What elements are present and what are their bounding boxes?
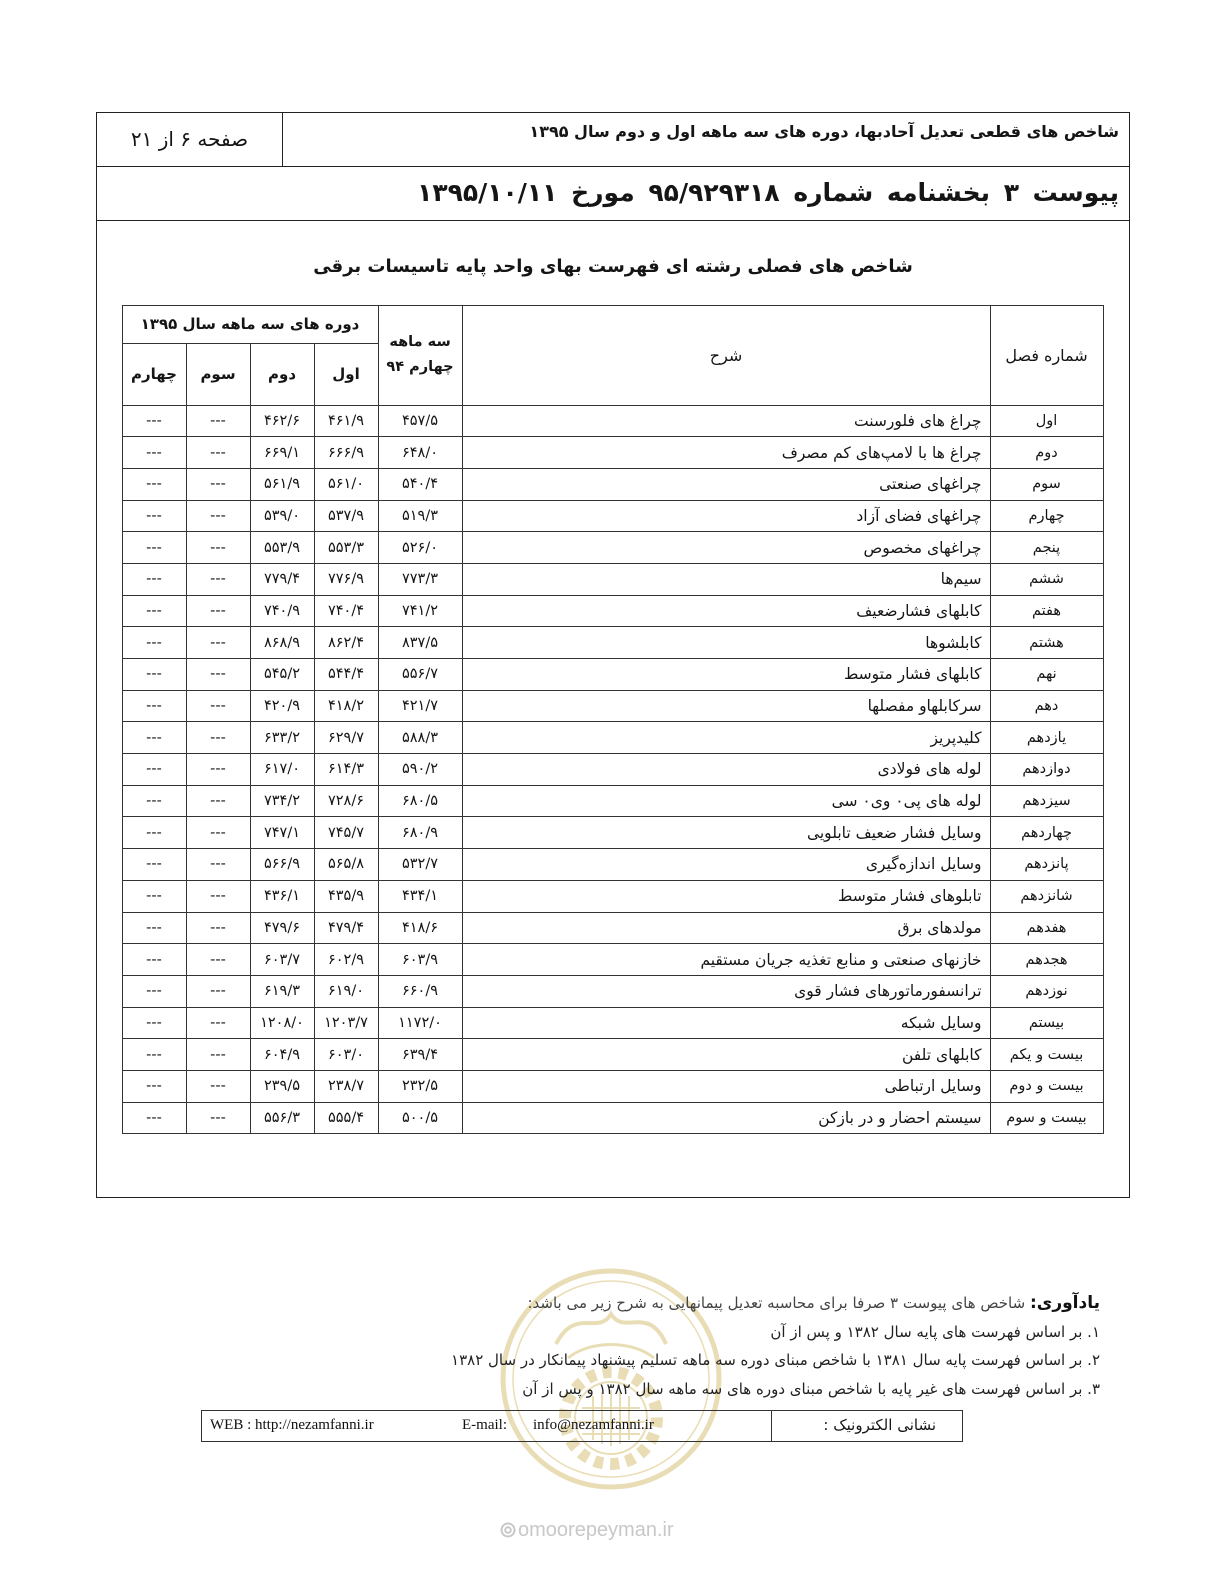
table-row (122, 817, 1103, 849)
q4-cell: --- (122, 880, 186, 912)
q2-cell: ۶۰۳/۷ (250, 944, 314, 976)
description-cell: سیم‌ها (462, 563, 990, 595)
header-chapter: شماره فصل (990, 305, 1103, 405)
email-label: E-mail: (462, 1417, 507, 1433)
q3-cell: --- (186, 754, 250, 786)
header-q1: اول (314, 343, 378, 405)
site-watermark (500, 1517, 674, 1543)
table-row (122, 532, 1103, 564)
q1-cell: ۶۲۹/۷ (314, 722, 378, 754)
q2-cell: ۵۳۹/۰ (250, 500, 314, 532)
reminder-intro-line (240, 1289, 1100, 1318)
table-row (122, 944, 1103, 976)
q3-cell: --- (186, 849, 250, 881)
header-q4: چهارم (122, 343, 186, 405)
chapter-cell: بیستم (990, 1007, 1103, 1039)
q3-cell: --- (186, 944, 250, 976)
prev-quarter-cell: ۶۴۸/۰ (378, 437, 462, 469)
q1-cell: ۵۵۳/۳ (314, 532, 378, 564)
q1-cell: ۵۳۷/۹ (314, 500, 378, 532)
chapter-cell: بیست و دوم (990, 1070, 1103, 1102)
table-header (122, 305, 1103, 405)
q2-cell: ۶۶۹/۱ (250, 437, 314, 469)
chapter-cell: ششم (990, 563, 1103, 595)
prev-quarter-cell: ۴۲۱/۷ (378, 690, 462, 722)
q4-cell: --- (122, 468, 186, 500)
prev-quarter-cell: ۲۳۲/۵ (378, 1070, 462, 1102)
q4-cell: --- (122, 500, 186, 532)
chapter-cell: یازدهم (990, 722, 1103, 754)
prev-quarter-cell: ۴۵۷/۵ (378, 405, 462, 437)
chapter-cell: هشتم (990, 627, 1103, 659)
q2-cell: ۶۱۷/۰ (250, 754, 314, 786)
q1-cell: ۷۴۰/۴ (314, 595, 378, 627)
q4-cell: --- (122, 627, 186, 659)
header-q2: دوم (250, 343, 314, 405)
description-cell: وسایل اندازه‌گیری (462, 849, 990, 881)
q1-cell: ۶۶۶/۹ (314, 437, 378, 469)
table-row (122, 722, 1103, 754)
table-row (122, 1070, 1103, 1102)
reminder-notes (240, 1289, 1100, 1403)
q2-cell: ۴۷۹/۶ (250, 912, 314, 944)
q3-cell: --- (186, 627, 250, 659)
header-description: شرح (462, 305, 990, 405)
description-cell: سیستم احضار و در بازکن (462, 1102, 990, 1134)
web-address (210, 1411, 374, 1440)
table-row (122, 1039, 1103, 1071)
web-label: WEB : (210, 1417, 252, 1433)
table-row (122, 690, 1103, 722)
chapter-cell: دهم (990, 690, 1103, 722)
description-cell: چراغ ها با لامپ‌های کم مصرف (462, 437, 990, 469)
header-row (97, 113, 1129, 167)
prev-quarter-cell: ۴۱۸/۶ (378, 912, 462, 944)
chapter-cell: نهم (990, 659, 1103, 691)
table-row (122, 785, 1103, 817)
q4-cell: --- (122, 944, 186, 976)
prev-quarter-cell: ۵۹۰/۲ (378, 754, 462, 786)
chapter-cell: هفدهم (990, 912, 1103, 944)
description-cell: مولدهای برق (462, 912, 990, 944)
q4-cell: --- (122, 1102, 186, 1134)
q2-cell: ۵۴۵/۲ (250, 659, 314, 691)
prev-quarter-cell: ۵۴۰/۴ (378, 468, 462, 500)
q4-cell: --- (122, 785, 186, 817)
q4-cell: --- (122, 405, 186, 437)
chapter-cell: هجدهم (990, 944, 1103, 976)
prev-quarter-cell: ۴۳۴/۱ (378, 880, 462, 912)
document-title: شاخص های قطعی تعدیل آحادبها، دوره های سه ماهه اول و دوم سال ۱۳۹۵ (529, 122, 1119, 141)
q2-cell: ۵۵۳/۹ (250, 532, 314, 564)
table-row (122, 1102, 1103, 1134)
description-cell: سرکابلهاو مفصلها (462, 690, 990, 722)
q4-cell: --- (122, 817, 186, 849)
q2-cell: ۵۶۱/۹ (250, 468, 314, 500)
q4-cell: --- (122, 437, 186, 469)
description-cell: کابلشوها (462, 627, 990, 659)
q2-cell: ۷۳۴/۲ (250, 785, 314, 817)
reminder-label: یادآوری: (1029, 1293, 1100, 1313)
header-q3: سوم (186, 343, 250, 405)
chapter-cell: پنجم (990, 532, 1103, 564)
q1-cell: ۸۶۲/۴ (314, 627, 378, 659)
table-row (122, 659, 1103, 691)
q2-cell: ۵۶۶/۹ (250, 849, 314, 881)
prev-quarter-cell: ۶۶۰/۹ (378, 975, 462, 1007)
header-periods-1395: دوره های سه ماهه سال ۱۳۹۵ (122, 305, 378, 343)
table-row (122, 975, 1103, 1007)
q2-cell: ۶۰۴/۹ (250, 1039, 314, 1071)
table-row (122, 912, 1103, 944)
q3-cell: --- (186, 912, 250, 944)
prev-quarter-cell: ۵۸۸/۳ (378, 722, 462, 754)
site-watermark-text: omoorepeyman.ir (518, 1519, 674, 1541)
description-cell: چراغهای فضای آزاد (462, 500, 990, 532)
q4-cell: --- (122, 754, 186, 786)
q3-cell: --- (186, 817, 250, 849)
description-cell: چراغهای صنعتی (462, 468, 990, 500)
q3-cell: --- (186, 975, 250, 1007)
q3-cell: --- (186, 1102, 250, 1134)
q3-cell: --- (186, 1007, 250, 1039)
q2-cell: ۶۳۳/۲ (250, 722, 314, 754)
reminder-item: ۲. بر اساس فهرست پایه سال ۱۳۸۱ با شاخص مبنای دوره سه ماهه تسلیم پیشنهاد پیمانکار در سال ۱۳۸۲ (451, 1351, 1100, 1369)
q2-cell: ۶۱۹/۳ (250, 975, 314, 1007)
q3-cell: --- (186, 880, 250, 912)
prev-quarter-cell: ۷۷۳/۳ (378, 563, 462, 595)
header-prev-quarter-line2: چهارم ۹۴ (386, 359, 454, 375)
prev-quarter-cell: ۸۳۷/۵ (378, 627, 462, 659)
q3-cell: --- (186, 563, 250, 595)
q3-cell: --- (186, 722, 250, 754)
q4-cell: --- (122, 532, 186, 564)
q2-cell: ۱۲۰۸/۰ (250, 1007, 314, 1039)
q2-cell: ۴۶۲/۶ (250, 405, 314, 437)
table-row (122, 563, 1103, 595)
chapter-cell: سیزدهم (990, 785, 1103, 817)
chapter-cell: هفتم (990, 595, 1103, 627)
table-row (122, 1007, 1103, 1039)
table-row (122, 849, 1103, 881)
description-cell: کابلهای تلفن (462, 1039, 990, 1071)
q1-cell: ۶۱۹/۰ (314, 975, 378, 1007)
description-cell: وسایل شبکه (462, 1007, 990, 1039)
prev-quarter-cell: ۶۳۹/۴ (378, 1039, 462, 1071)
description-cell: ترانسفورماتورهای فشار قوی (462, 975, 990, 1007)
circular-reference: پیوست ۳ بخشنامه شماره ۹۵/۹۲۹۳۱۸ مورخ ۱۳۹۵/۱۰/۱۱ (417, 178, 1119, 207)
chapter-cell: نوزدهم (990, 975, 1103, 1007)
q1-cell: ۶۱۴/۳ (314, 754, 378, 786)
chapter-cell: بیست و یکم (990, 1039, 1103, 1071)
table-row (122, 880, 1103, 912)
q4-cell: --- (122, 912, 186, 944)
q4-cell: --- (122, 975, 186, 1007)
q1-cell: ۶۰۲/۹ (314, 944, 378, 976)
q1-cell: ۴۶۱/۹ (314, 405, 378, 437)
description-cell: کلیدپریز (462, 722, 990, 754)
q1-cell: ۴۳۵/۹ (314, 880, 378, 912)
prev-quarter-cell: ۵۱۹/۳ (378, 500, 462, 532)
reminder-item: ۱. بر اساس فهرست های پایه سال ۱۳۸۲ و پس از آن (770, 1322, 1100, 1341)
table-row (122, 500, 1103, 532)
q2-cell: ۷۴۷/۱ (250, 817, 314, 849)
chapter-cell: دوم (990, 437, 1103, 469)
q4-cell: --- (122, 659, 186, 691)
chapter-cell: دوازدهم (990, 754, 1103, 786)
table-row (122, 437, 1103, 469)
description-cell: تابلوهای فشار متوسط (462, 880, 990, 912)
q2-cell: ۷۷۹/۴ (250, 563, 314, 595)
page-number: صفحه ۶ از ۲۱ (97, 113, 283, 166)
q4-cell: --- (122, 563, 186, 595)
table-row (122, 595, 1103, 627)
header-prev-quarter (378, 305, 462, 405)
reminder-intro: شاخص های پیوست ۳ صرفا برای محاسبه تعدیل پیمانهایی به شرح زیر می باشد: (527, 1294, 1026, 1312)
q2-cell: ۲۳۹/۵ (250, 1070, 314, 1102)
chapter-cell: چهاردهم (990, 817, 1103, 849)
header-row-top (122, 305, 1103, 343)
q1-cell: ۱۲۰۳/۷ (314, 1007, 378, 1039)
table-row (122, 468, 1103, 500)
q1-cell: ۲۳۸/۷ (314, 1070, 378, 1102)
q1-cell: ۶۰۳/۰ (314, 1039, 378, 1071)
q4-cell: --- (122, 1007, 186, 1039)
chapter-cell: اول (990, 405, 1103, 437)
prev-quarter-cell: ۵۲۶/۰ (378, 532, 462, 564)
description-cell: کابلهای فشار متوسط (462, 659, 990, 691)
q2-cell: ۴۲۰/۹ (250, 690, 314, 722)
prev-quarter-cell: ۵۰۰/۵ (378, 1102, 462, 1134)
description-cell: کابلهای فشارضعیف (462, 595, 990, 627)
q1-cell: ۷۷۶/۹ (314, 563, 378, 595)
q1-cell: ۷۴۵/۷ (314, 817, 378, 849)
q4-cell: --- (122, 849, 186, 881)
chapter-cell: چهارم (990, 500, 1103, 532)
description-cell: چراغ های فلورسنت (462, 405, 990, 437)
q2-cell: ۷۴۰/۹ (250, 595, 314, 627)
q3-cell: --- (186, 468, 250, 500)
web-url: http://nezamfanni.ir (255, 1417, 374, 1433)
index-table (122, 305, 1104, 1135)
table-row (122, 627, 1103, 659)
prev-quarter-cell: ۶۰۳/۹ (378, 944, 462, 976)
header-prev-quarter-line1: سه ماهه (389, 334, 451, 350)
q3-cell: --- (186, 690, 250, 722)
q3-cell: --- (186, 437, 250, 469)
q1-cell: ۴۷۹/۴ (314, 912, 378, 944)
description-cell: وسایل فشار ضعیف تابلویی (462, 817, 990, 849)
table-row (122, 405, 1103, 437)
prev-quarter-cell: ۶۸۰/۹ (378, 817, 462, 849)
document-frame (96, 112, 1130, 1198)
q3-cell: --- (186, 405, 250, 437)
q1-cell: ۵۶۱/۰ (314, 468, 378, 500)
contact-box (201, 1410, 963, 1442)
reminder-item: ۳. بر اساس فهرست های غیر پایه با شاخص مبنای دوره های سه ماهه سال ۱۳۸۲ و پس از آن (522, 1379, 1100, 1398)
q1-cell: ۵۵۵/۴ (314, 1102, 378, 1134)
q2-cell: ۵۵۶/۳ (250, 1102, 314, 1134)
q1-cell: ۴۱۸/۲ (314, 690, 378, 722)
q3-cell: --- (186, 500, 250, 532)
q2-cell: ۴۳۶/۱ (250, 880, 314, 912)
q3-cell: --- (186, 1039, 250, 1071)
q1-cell: ۵۴۴/۴ (314, 659, 378, 691)
contact-label: نشانی الکترونیک : (771, 1411, 962, 1441)
prev-quarter-cell: ۵۵۶/۷ (378, 659, 462, 691)
prev-quarter-cell: ۶۸۰/۵ (378, 785, 462, 817)
table-body (122, 405, 1103, 1134)
prev-quarter-cell: ۷۴۱/۲ (378, 595, 462, 627)
q4-cell: --- (122, 595, 186, 627)
chapter-cell: بیست و سوم (990, 1102, 1103, 1134)
table-row (122, 754, 1103, 786)
chapter-cell: پانزدهم (990, 849, 1103, 881)
description-cell: لوله های فولادی (462, 754, 990, 786)
description-cell: چراغهای مخصوص (462, 532, 990, 564)
q3-cell: --- (186, 1070, 250, 1102)
q3-cell: --- (186, 532, 250, 564)
chapter-cell: سوم (990, 468, 1103, 500)
q3-cell: --- (186, 785, 250, 817)
q3-cell: --- (186, 659, 250, 691)
description-cell: لوله های پی۰ وی۰ سی (462, 785, 990, 817)
q1-cell: ۷۲۸/۶ (314, 785, 378, 817)
q4-cell: --- (122, 1039, 186, 1071)
q3-cell: --- (186, 595, 250, 627)
description-cell: وسایل ارتباطی (462, 1070, 990, 1102)
q4-cell: --- (122, 1070, 186, 1102)
prev-quarter-cell: ۱۱۷۲/۰ (378, 1007, 462, 1039)
q2-cell: ۸۶۸/۹ (250, 627, 314, 659)
description-cell: خازنهای صنعتی و منابع تغذیه جریان مستقیم (462, 944, 990, 976)
q4-cell: --- (122, 722, 186, 754)
q1-cell: ۵۶۵/۸ (314, 849, 378, 881)
subtitle-row (97, 167, 1129, 221)
prev-quarter-cell: ۵۳۲/۷ (378, 849, 462, 881)
chapter-cell: شانزدهم (990, 880, 1103, 912)
table-title: شاخص های فصلی رشته ای فهرست بهای واحد پایه تاسیسات برقی (313, 256, 913, 277)
q4-cell: --- (122, 690, 186, 722)
at-sign-icon (500, 1522, 516, 1538)
email-address: info@nezamfanni.ir (533, 1417, 654, 1433)
